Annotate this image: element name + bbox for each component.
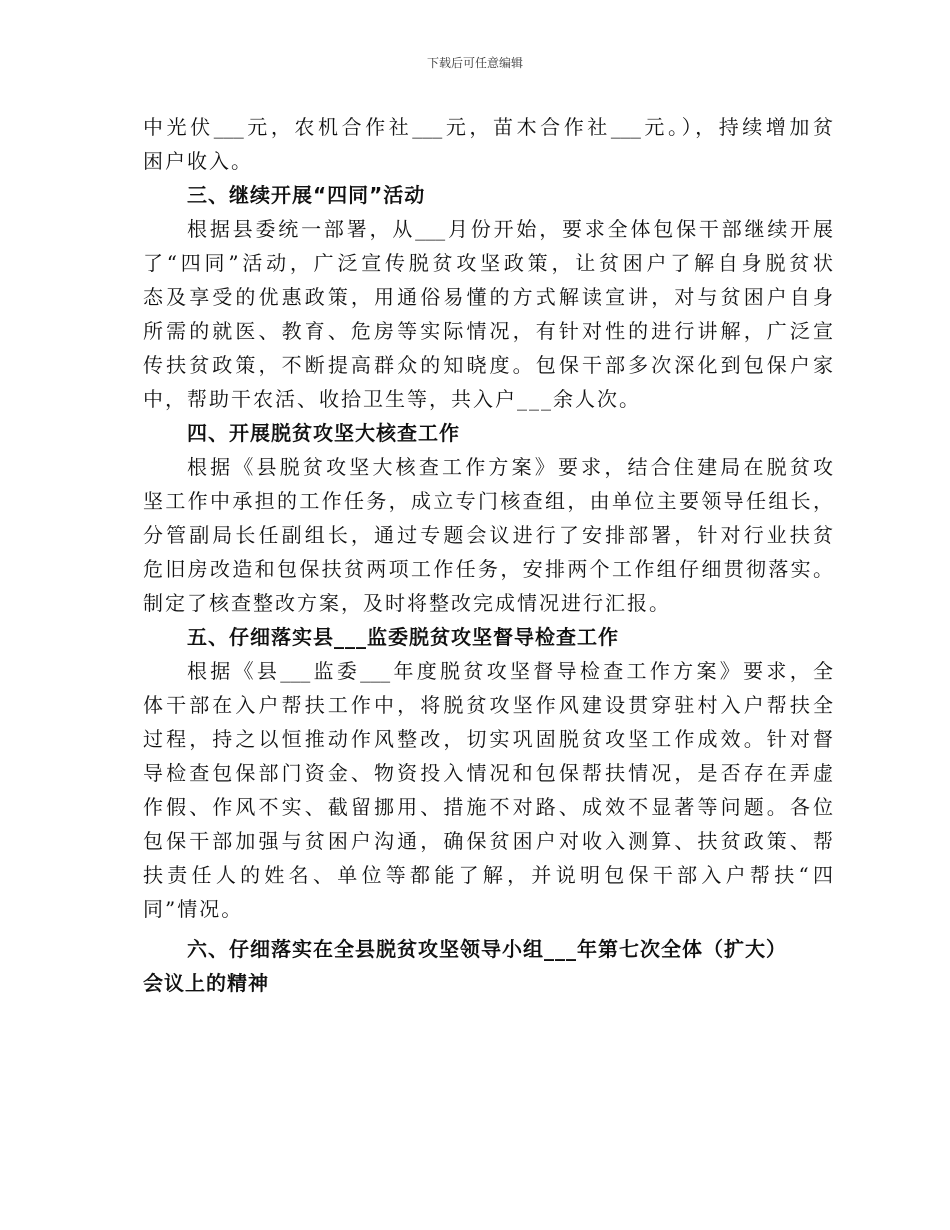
paragraph-line: 传扶贫政策，不断提高群众的知晓度。包保干部多次深化到包保户家 bbox=[143, 353, 833, 377]
paragraph-line: 作假、作风不实、截留挪用、措施不对路、成效不显著等问题。各位 bbox=[143, 795, 833, 819]
paragraph-line: 态及享受的优惠政策，用通俗易懂的方式解读宣讲，对与贫困户自身 bbox=[143, 285, 833, 309]
paragraph-line: 了“四同”活动，广泛宣传脱贫攻坚政策，让贫困户了解自身脱贫状 bbox=[143, 251, 833, 275]
document-body bbox=[143, 110, 833, 1000]
paragraph-line: 同”情况。 bbox=[143, 897, 244, 921]
paragraph-line: 包保干部加强与贫困户沟通，确保贫困户对收入测算、扶贫政策、帮 bbox=[143, 829, 833, 853]
section-heading: 三、继续开展“四同”活动 bbox=[187, 183, 426, 207]
section-heading: 四、开展脱贫攻坚大核查工作 bbox=[187, 421, 460, 445]
paragraph-line: 中，帮助干农活、收拾卫生等，共入户___余人次。 bbox=[143, 387, 641, 411]
page-header: 下载后可任意编辑 bbox=[426, 56, 523, 70]
paragraph-line: 制定了核查整改方案，及时将整改完成情况进行汇报。 bbox=[143, 591, 671, 615]
paragraph-line: 所需的就医、教育、危房等实际情况，有针对性的进行讲解，广泛宣 bbox=[143, 319, 833, 343]
section-heading: 会议上的精神 bbox=[143, 971, 269, 995]
paragraph-line: 导检查包保部门资金、物资投入情况和包保帮扶情况，是否存在弄虚 bbox=[143, 761, 833, 785]
paragraph-line: 扶责任人的姓名、单位等都能了解，并说明包保干部入户帮扶“四 bbox=[143, 863, 833, 887]
paragraph-line: 坚工作中承担的工作任务，成立专门核查组，由单位主要领导任组长， bbox=[143, 489, 833, 513]
paragraph-line: 困户收入。 bbox=[143, 149, 253, 173]
paragraph-line: 分管副局长任副组长，通过专题会议进行了安排部署，针对行业扶贫 bbox=[143, 523, 833, 547]
paragraph-line: 体干部在入户帮扶工作中，将脱贫攻坚作风建设贯穿驻村入户帮扶全 bbox=[143, 693, 833, 717]
paragraph-line: 根据《县脱贫攻坚大核查工作方案》要求，结合住建局在脱贫攻 bbox=[187, 455, 833, 479]
paragraph-line: 根据《县___监委___年度脱贫攻坚督导检查工作方案》要求，全 bbox=[187, 659, 833, 683]
paragraph-line: 过程，持之以恒推动作风整改，切实巩固脱贫攻坚工作成效。针对督 bbox=[143, 727, 833, 751]
paragraph-line: 中光伏___元，农机合作社___元，苗木合作社___元。），持续增加贫 bbox=[143, 115, 833, 139]
paragraph-line: 危旧房改造和包保扶贫两项工作任务，安排两个工作组仔细贯彻落实。 bbox=[143, 557, 833, 581]
section-heading: 六、仔细落实在全县脱贫攻坚领导小组___年第七次全体（扩大） bbox=[187, 937, 787, 961]
section-heading: 五、仔细落实县___监委脱贫攻坚督导检查工作 bbox=[187, 625, 619, 649]
paragraph-line: 根据县委统一部署，从___月份开始，要求全体包保干部继续开展 bbox=[187, 217, 833, 241]
